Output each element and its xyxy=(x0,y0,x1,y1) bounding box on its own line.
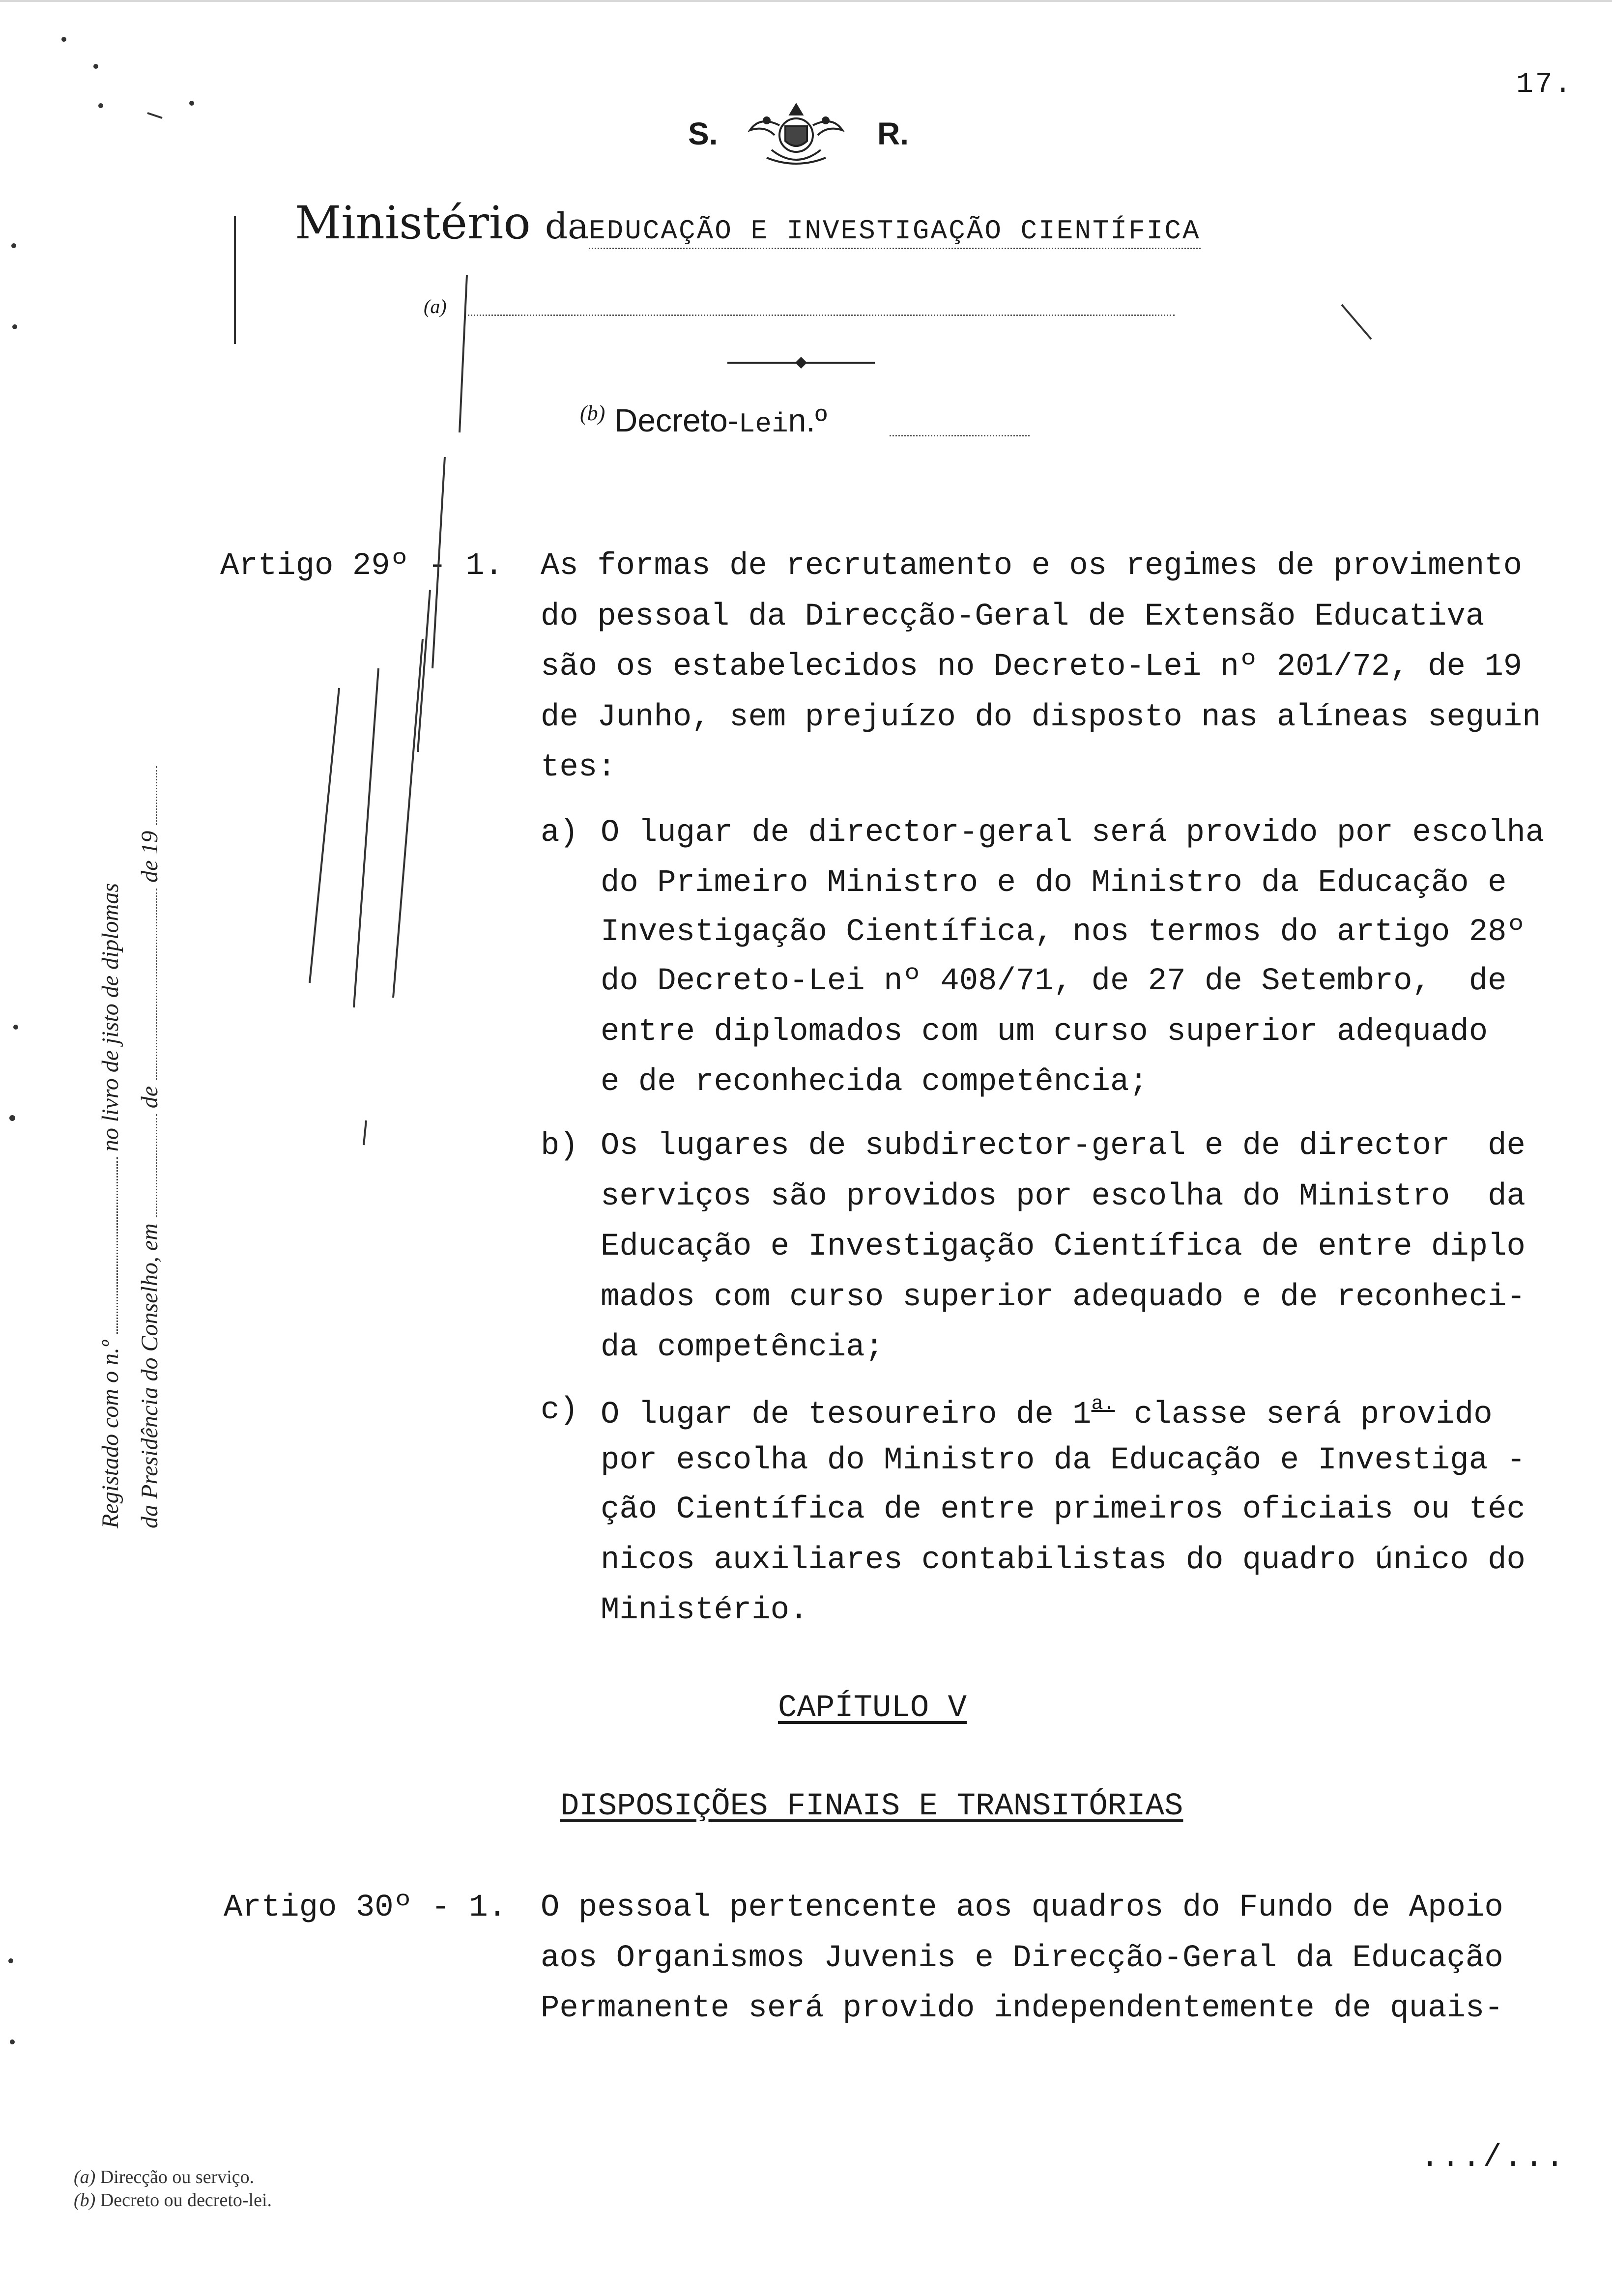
article-29-line: são os estabelecidos no Decreto-Lei nº 201/72, de 19 xyxy=(541,649,1523,685)
decreto-label-b: (b) xyxy=(580,401,605,425)
item-a-line: O lugar de director-geral será provido por escolha xyxy=(601,815,1545,851)
item-c-line: nicos auxiliares contabilistas do quadro único do xyxy=(601,1543,1526,1578)
article-29-line: de Junho, sem prejuízo do disposto nas alíneas seguin xyxy=(541,700,1541,735)
article-30-label: Artigo 30º - 1. xyxy=(224,1890,507,1925)
item-b-line: mados com curso superior adequado e de reconheci- xyxy=(601,1280,1526,1315)
decreto-text: Decreto- xyxy=(614,402,739,438)
registry-text-2c: de 19 xyxy=(137,831,163,883)
item-c-first-pre: O lugar de tesoureiro de 1 xyxy=(601,1397,1092,1433)
item-c-line: Ministério. xyxy=(601,1593,808,1628)
item-c-ordinal: a. xyxy=(1091,1393,1115,1415)
registry-text-1b: no livro de xyxy=(97,1050,123,1152)
item-b-marker: b) xyxy=(541,1128,578,1164)
item-b-line: Educação e Investigação Científica de entre diplo xyxy=(601,1229,1526,1264)
ministry-word: Ministério xyxy=(295,197,531,249)
decreto-number-label: n.º xyxy=(788,402,827,438)
decreto-lei-text: Lei xyxy=(738,408,788,440)
item-c-first-post: classe será provido xyxy=(1115,1397,1493,1433)
item-c-line: ção Científica de entre primeiros oficiais ou téc xyxy=(601,1492,1526,1527)
article-29-line: do pessoal da Direcção-Geral de Extensão Educativa xyxy=(541,599,1485,634)
item-a-line: do Decreto-Lei nº 408/71, de 27 de Setembro, de xyxy=(601,964,1507,999)
ministry-preposition: da xyxy=(545,205,589,247)
item-a-line: do Primeiro Ministro e do Ministro da Educação e xyxy=(601,865,1507,901)
sr-left-letter: S. xyxy=(688,116,718,151)
item-b-line: serviços são providos por escolha do Ministro da xyxy=(601,1179,1526,1214)
item-a-line: Investigação Científica, nos termos do artigo 28º xyxy=(601,915,1526,950)
item-c-marker: c) xyxy=(541,1393,578,1428)
registry-text-2b: de xyxy=(137,1086,163,1109)
article-29-line: tes: xyxy=(541,750,616,785)
item-a-line: e de reconhecida competência; xyxy=(601,1064,1148,1100)
article-30-line: O pessoal pertencente aos quadros do Fundo de Apoio xyxy=(541,1890,1503,1925)
chapter-subtitle: DISPOSIÇÕES FINAIS E TRANSITÓRIAS xyxy=(560,1789,1183,1824)
article-29-line: As formas de recrutamento e os regimes de provimento xyxy=(541,548,1523,584)
footnote-a-label: (a) xyxy=(74,2167,96,2187)
footnote-b-label: (b) xyxy=(74,2190,96,2210)
continuation-mark: .../... xyxy=(1420,2140,1566,2176)
item-c-line: por escolha do Ministro da Educação e Investiga - xyxy=(601,1443,1526,1478)
registry-text-2a: da Presidência do Conselho, em xyxy=(137,1223,163,1528)
field-a-label: (a) xyxy=(424,295,447,317)
article-30-line: aos Organismos Juvenis e Direcção-Geral da Educação xyxy=(541,1941,1503,1976)
item-b-line: da competência; xyxy=(601,1330,884,1365)
registry-text-1c: jisto de diplomas xyxy=(97,883,123,1044)
article-29-label: Artigo 29º - 1. xyxy=(220,548,504,584)
chapter-title: CAPÍTULO V xyxy=(778,1691,967,1726)
footnote-b-text: Decreto ou decreto-lei. xyxy=(100,2190,272,2210)
page-number: 17. xyxy=(1516,69,1574,101)
registry-text-1a: Registado com o n.º xyxy=(97,1340,123,1528)
sr-right-letter: R. xyxy=(877,116,909,151)
footnote-a-text: Direcção ou serviço. xyxy=(100,2167,255,2187)
ministry-department: EDUCAÇÃO E INVESTIGAÇÃO CIENTÍFICA xyxy=(589,215,1201,249)
article-30-line: Permanente será provido independentemente de quais- xyxy=(541,1991,1503,2026)
item-b-line: Os lugares de subdirector-geral e de director de xyxy=(601,1128,1526,1164)
item-a-marker: a) xyxy=(541,815,578,851)
item-a-line: entre diplomados com um curso superior adequado xyxy=(601,1014,1488,1050)
